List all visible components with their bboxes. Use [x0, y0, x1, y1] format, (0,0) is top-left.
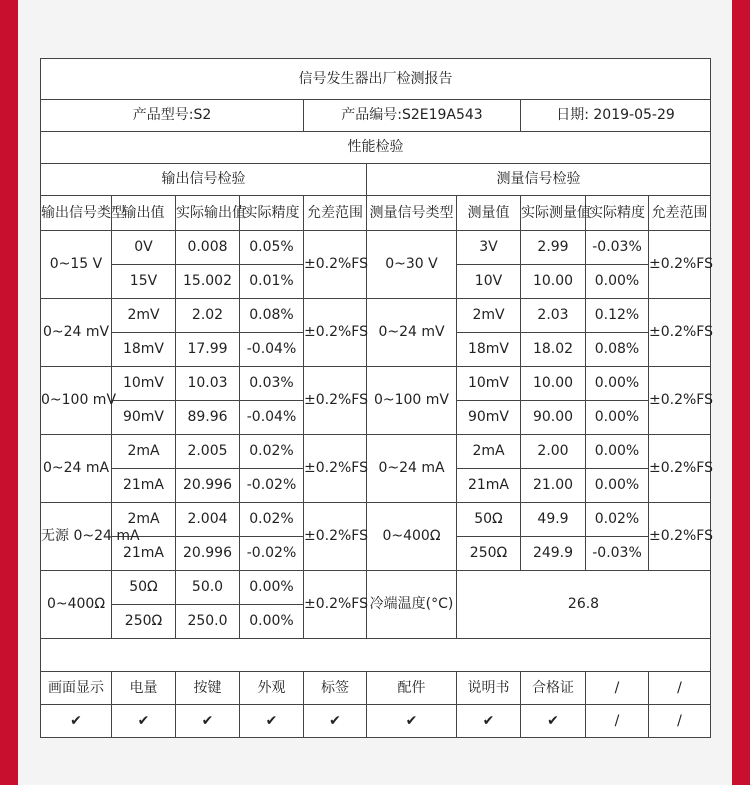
output-accuracy: -0.02%: [240, 469, 304, 503]
output-tolerance: ±0.2%FS: [304, 367, 367, 435]
measure-value: 50Ω: [457, 503, 521, 537]
table-row: [41, 435, 711, 469]
measure-value: 2mA: [457, 435, 521, 469]
checklist-marks-row: [41, 705, 711, 738]
measure-tolerance: ±0.2%FS: [649, 231, 711, 299]
output-tolerance: ±0.2%FS: [304, 299, 367, 367]
output-value: 21mA: [112, 537, 176, 571]
measure-accuracy: -0.03%: [586, 231, 649, 265]
output-value: 21mA: [112, 469, 176, 503]
output-value: 18mV: [112, 333, 176, 367]
checklist-label: 标签: [304, 672, 367, 705]
output-accuracy: 0.02%: [240, 503, 304, 537]
output-accuracy: 0.05%: [240, 231, 304, 265]
measure-type: 0~100 mV: [367, 367, 457, 435]
actual-output: 2.005: [176, 435, 240, 469]
actual-measure: 49.9: [521, 503, 586, 537]
checkmark-icon: ✔: [41, 705, 112, 738]
col-tolerance: 允差范围: [304, 196, 367, 231]
col-actual-measure: 实际测量值: [521, 196, 586, 231]
actual-measure: 2.99: [521, 231, 586, 265]
col-output-value: 输出值: [112, 196, 176, 231]
checklist-mark: /: [586, 705, 649, 738]
actual-measure: 18.02: [521, 333, 586, 367]
measure-value: 250Ω: [457, 537, 521, 571]
table-row: [41, 231, 711, 265]
checklist-label: 外观: [240, 672, 304, 705]
checklist-label: /: [649, 672, 711, 705]
output-type: 0~400Ω: [41, 571, 112, 639]
output-accuracy: 0.01%: [240, 265, 304, 299]
output-accuracy: -0.02%: [240, 537, 304, 571]
output-accuracy: 0.00%: [240, 571, 304, 605]
output-value: 250Ω: [112, 605, 176, 639]
measure-tolerance: ±0.2%FS: [649, 367, 711, 435]
checkmark-icon: ✔: [240, 705, 304, 738]
measure-accuracy: 0.00%: [586, 265, 649, 299]
table-row: [41, 367, 711, 401]
checkmark-icon: ✔: [112, 705, 176, 738]
measure-type: 0~400Ω: [367, 503, 457, 571]
actual-measure: 10.00: [521, 265, 586, 299]
actual-output: 0.008: [176, 231, 240, 265]
measure-accuracy: 0.12%: [586, 299, 649, 333]
cold-junction-value: 26.8: [457, 571, 711, 639]
measure-value: 2mV: [457, 299, 521, 333]
col-measure-value: 测量值: [457, 196, 521, 231]
output-type: 0~15 V: [41, 231, 112, 299]
col-accuracy-2: 实际精度: [586, 196, 649, 231]
actual-output: 250.0: [176, 605, 240, 639]
product-model: 产品型号:S2: [41, 100, 304, 132]
output-value: 0V: [112, 231, 176, 265]
output-value: 2mV: [112, 299, 176, 333]
measure-value: 3V: [457, 231, 521, 265]
actual-output: 20.996: [176, 537, 240, 571]
actual-measure: 2.03: [521, 299, 586, 333]
checklist-label: 电量: [112, 672, 176, 705]
report-title: 信号发生器出厂检测报告: [41, 59, 711, 100]
measure-tolerance: ±0.2%FS: [649, 503, 711, 571]
measure-accuracy: 0.00%: [586, 401, 649, 435]
measure-value: 10V: [457, 265, 521, 299]
report-date: 日期: 2019-05-29: [521, 100, 711, 132]
output-type: 无源 0~24 mA: [41, 503, 112, 571]
checklist-label: 配件: [367, 672, 457, 705]
actual-output: 50.0: [176, 571, 240, 605]
output-type: 0~24 mA: [41, 435, 112, 503]
measure-accuracy: 0.02%: [586, 503, 649, 537]
inspection-report-table: [40, 58, 711, 738]
measure-accuracy: 0.08%: [586, 333, 649, 367]
table-row: [41, 299, 711, 333]
checkmark-icon: ✔: [176, 705, 240, 738]
output-accuracy: 0.02%: [240, 435, 304, 469]
output-accuracy: 0.03%: [240, 367, 304, 401]
checkmark-icon: ✔: [521, 705, 586, 738]
actual-output: 2.004: [176, 503, 240, 537]
col-output-type: 输出信号类型: [41, 196, 112, 231]
checklist-label: 合格证: [521, 672, 586, 705]
checklist-label: 说明书: [457, 672, 521, 705]
actual-output: 89.96: [176, 401, 240, 435]
actual-measure: 2.00: [521, 435, 586, 469]
measure-tolerance: ±0.2%FS: [649, 435, 711, 503]
checklist-label: 按键: [176, 672, 240, 705]
col-actual-output: 实际输出值: [176, 196, 240, 231]
measure-section-heading: 测量信号检验: [367, 164, 711, 196]
measure-value: 10mV: [457, 367, 521, 401]
measure-accuracy: -0.03%: [586, 537, 649, 571]
col-accuracy: 实际精度: [240, 196, 304, 231]
actual-output: 20.996: [176, 469, 240, 503]
actual-measure: 249.9: [521, 537, 586, 571]
checkmark-icon: ✔: [304, 705, 367, 738]
actual-measure: 10.00: [521, 367, 586, 401]
measure-tolerance: ±0.2%FS: [649, 299, 711, 367]
actual-output: 10.03: [176, 367, 240, 401]
output-value: 2mA: [112, 503, 176, 537]
output-tolerance: ±0.2%FS: [304, 503, 367, 571]
checklist-mark: /: [649, 705, 711, 738]
output-section-heading: 输出信号检验: [41, 164, 367, 196]
output-accuracy: 0.00%: [240, 605, 304, 639]
checklist-label: /: [586, 672, 649, 705]
output-type: 0~24 mV: [41, 299, 112, 367]
checklist-label: 画面显示: [41, 672, 112, 705]
actual-output: 15.002: [176, 265, 240, 299]
blank-row: [41, 639, 711, 672]
actual-output: 2.02: [176, 299, 240, 333]
measure-type: 0~24 mA: [367, 435, 457, 503]
output-tolerance: ±0.2%FS: [304, 435, 367, 503]
measure-type: 0~30 V: [367, 231, 457, 299]
table-row: [41, 571, 711, 605]
actual-measure: 90.00: [521, 401, 586, 435]
measure-value: 21mA: [457, 469, 521, 503]
output-value: 2mA: [112, 435, 176, 469]
table-row: [41, 503, 711, 537]
actual-measure: 21.00: [521, 469, 586, 503]
col-tolerance-2: 允差范围: [649, 196, 711, 231]
output-value: 50Ω: [112, 571, 176, 605]
left-red-border: [0, 0, 18, 785]
measure-accuracy: 0.00%: [586, 367, 649, 401]
cold-junction-label: 冷端温度(°C): [367, 571, 457, 639]
product-serial: 产品编号:S2E19A543: [304, 100, 521, 132]
output-tolerance: ±0.2%FS: [304, 231, 367, 299]
output-value: 15V: [112, 265, 176, 299]
output-value: 90mV: [112, 401, 176, 435]
output-accuracy: -0.04%: [240, 401, 304, 435]
measure-accuracy: 0.00%: [586, 435, 649, 469]
actual-output: 17.99: [176, 333, 240, 367]
measure-type: 0~24 mV: [367, 299, 457, 367]
output-accuracy: 0.08%: [240, 299, 304, 333]
right-red-border: [732, 0, 750, 785]
output-accuracy: -0.04%: [240, 333, 304, 367]
blank-cell: [41, 639, 711, 672]
output-type: 0~100 mV: [41, 367, 112, 435]
checkmark-icon: ✔: [457, 705, 521, 738]
performance-heading: 性能检验: [41, 132, 711, 164]
measure-accuracy: 0.00%: [586, 469, 649, 503]
measure-value: 18mV: [457, 333, 521, 367]
col-measure-type: 测量信号类型: [367, 196, 457, 231]
output-tolerance: ±0.2%FS: [304, 571, 367, 639]
checklist-labels-row: [41, 672, 711, 705]
checkmark-icon: ✔: [367, 705, 457, 738]
measure-value: 90mV: [457, 401, 521, 435]
output-value: 10mV: [112, 367, 176, 401]
